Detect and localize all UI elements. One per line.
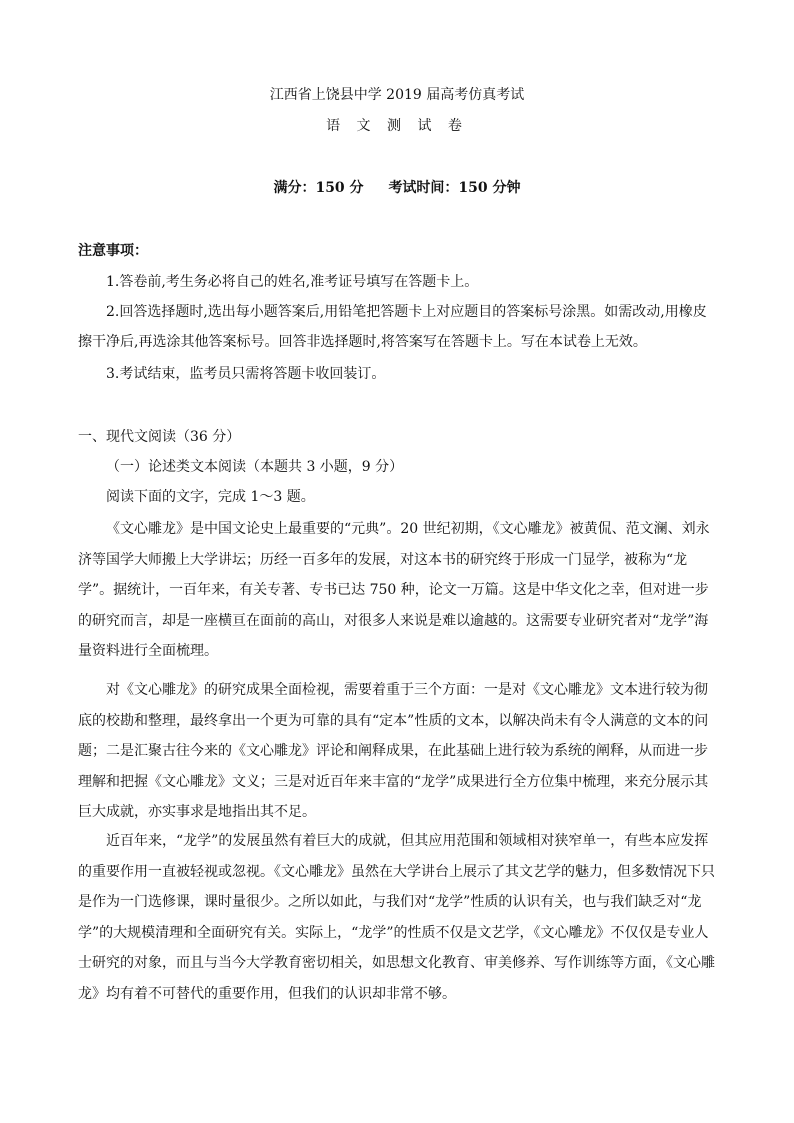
school-exam-title: 江西省上饶县中学 2019 届高考仿真考试 [269, 87, 525, 103]
notice-item: 1.答卷前,考生务必将自己的姓名,准考证号填写在答题卡上。 [106, 274, 479, 290]
section-subtitle: （一）论述类文本阅读（本题共 3 小题，9 分） [106, 459, 404, 475]
subject-title: 语 文 测 试 卷 [326, 118, 468, 134]
reading-instruction: 阅读下面的文字，完成 1～3 题。 [106, 489, 315, 505]
section-title: 一、现代文阅读（36 分） [78, 429, 241, 445]
notice-heading: 注意事项： [78, 243, 148, 259]
notice-item: 2.回答选择题时,选出每小题答案后,用铅笔把答题卡上对应题目的答案标号涂黑。如需改动,用橡皮擦干净后,再选涂其他答案标号。回答非选择题时,将答案写在答题卡上。写在本试卷上无效。 [78, 304, 707, 350]
exam-time: 考试时间：150 分钟 [388, 180, 521, 196]
passage-paragraph: 《文心雕龙》是中国文论史上最重要的“元典”。20 世纪初期，《文心雕龙》被黄侃、范文澜、刘永济等国学大师搬上大学讲坛；历经一百多年的发展，对这本书的研究终于形成一门显学，被称为“龙学”。据统计，一百年来，有关专著、专书已达 750 种，论文一万篇。这是中华文化之幸，但对进一步的研究而言，却是一座横亘在面前的高山，对很多人来说是难以逾越的。这需要专业研究者对“龙学”海量资料进行全面梳理。 [78, 521, 710, 659]
passage-paragraph: 近百年来，“龙学”的发展虽然有着巨大的成就，但其应用范围和领域相对狭窄单一，有些本应发挥的重要作用一直被轻视或忽视。《文心雕龙》虽然在大学讲台上展示了其文艺学的魅力，但多数情况下只是作为一门选修课，课时量很少。之所以如此，与我们对“龙学”性质的认识有关，也与我们缺乏对“龙学”的大规模清理和全面研究有关。实际上，“龙学”的性质不仅是文艺学，《文心雕龙》不仅仅是专业人士研究的对象，而且与当今大学教育密切相关，如思想文化教育、审美修养、写作训练等方面，《文心雕龙》均有着不可替代的重要作用，但我们的认识却非常不够。 [78, 833, 715, 1002]
notice-item: 3.考试结束，监考员只需将答题卡收回装订。 [106, 366, 386, 382]
full-marks: 满分：150 分 [273, 180, 364, 196]
passage-paragraph: 对《文心雕龙》的研究成果全面检视，需要着重于三个方面：一是对《文心雕龙》文本进行较为彻底的校勘和整理，最终拿出一个更为可靠的具有“定本”性质的文本，以解决尚未有令人满意的文本的问题；二是汇聚古往今来的《文心雕龙》评论和阐释成果，在此基础上进行较为系统的阐释，从而进一步理解和把握《文心雕龙》文义；三是对近百年来丰富的“龙学”成果进行全方位集中梳理，来充分展示其巨大成就，亦实事求是地指出其不足。 [78, 682, 709, 820]
score-line [0, 177, 794, 197]
